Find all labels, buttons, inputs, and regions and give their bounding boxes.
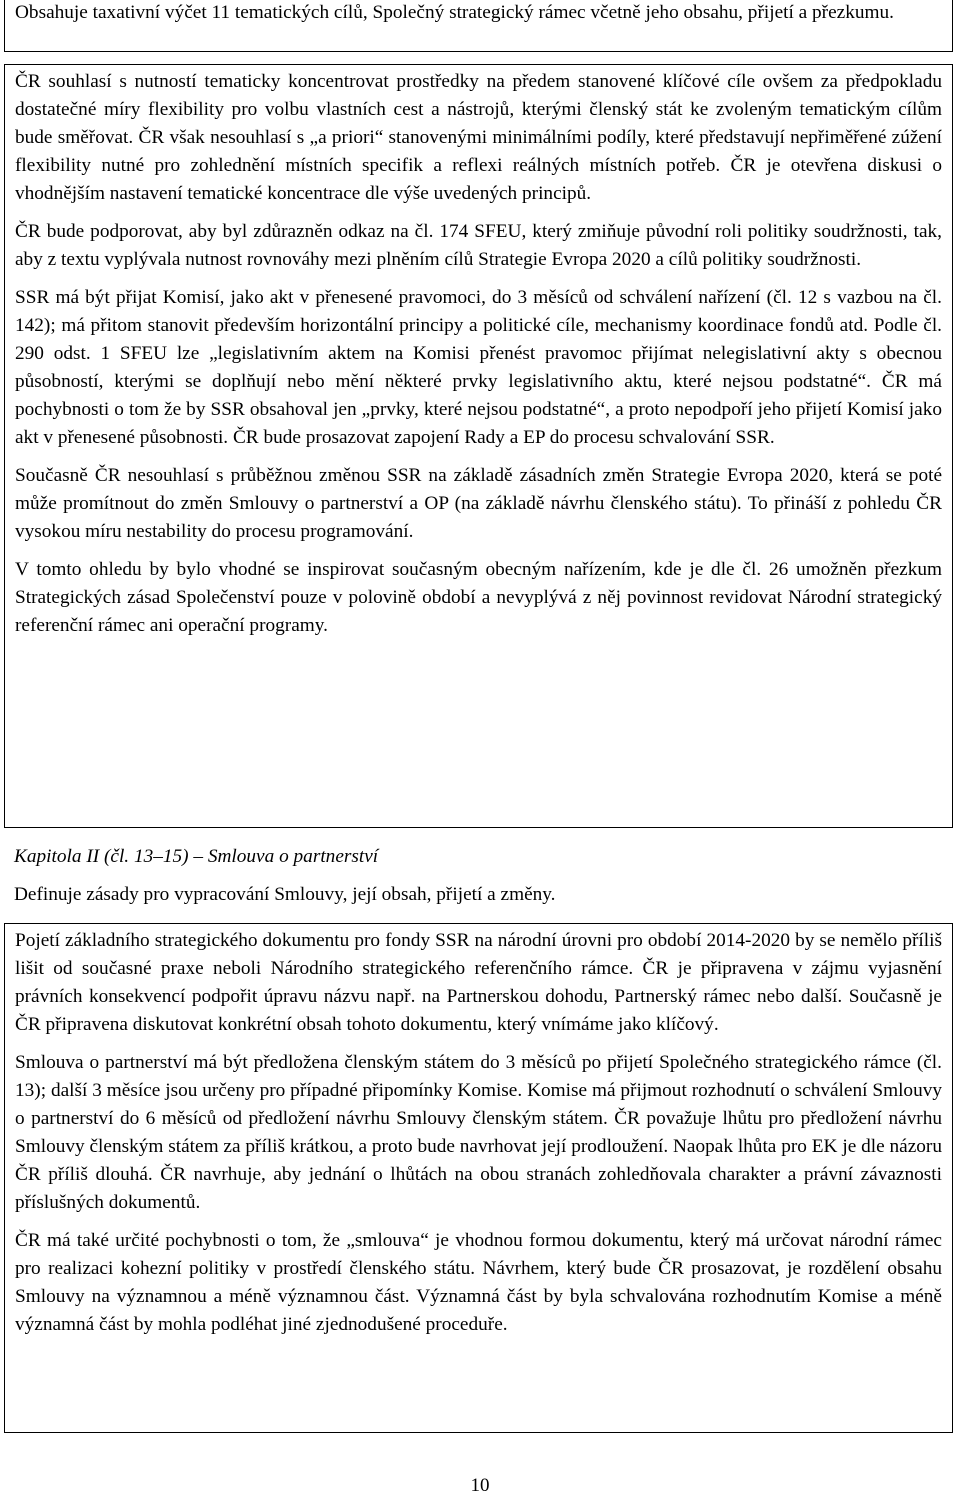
page-number: 10 [470,1475,490,1496]
partnership-paragraph-2: Smlouva o partnerství má být předložena členským státem do 3 měsíců po přijetí Společného strategického rámce (čl. 13); další 3 měsíce jsou určeny pro případné připomínky Komise. Komise má přijmout rozhodnutí o schválení Smlouvy o partnerství do 6 měsíců od předložení návrhu Smlouvy členským státem. ČR považuje lhůtu pro předložení návrhu Smlouvy členským státem za příliš krátkou, a proto bude navrhovat její prodloužení. Naopak lhůta pro EK je dle názoru ČR příliš dlouhá. ČR navrhuje, aby jednání o lhůtách na obou stranách zohledňovala charakter a právní závaznosti příslušných dokumentů. [15,1052,942,1213]
top-box [4,0,953,52]
position-paragraph-1: ČR souhlasí s nutností tematicky koncentrovat prostředky na předem stanovené klíčové cíle ovšem za předpokladu dostatečné míry flexibility pro volbu vlastních cest a nástrojů, kterými členský stát ke zvoleným tematickým cílům bude směřovat. ČR však nesouhlasí s „a priori“ stanovenými minimálními podíly, které představují nepřiměřené zúžení flexibility nutné pro zohlednění místních specifik a reflexi reálných místních potřeb. ČR je otevřena diskusi o vhodnějším nastavení tematické koncentrace dle výše uvedených principů. [15,71,942,204]
partnership-box [4,923,953,1433]
position-box [4,64,953,828]
position-paragraph-4: Současně ČR nesouhlasí s průběžnou změnou SSR na základě zásadních změn Strategie Evropa 2020, která se poté může promítnout do změn Smlouvy o partnerství a OP (na základě návrhu členského státu). To přináší z pohledu ČR vysokou míru nestability do procesu programování. [15,465,942,542]
position-paragraph-2: ČR bude podporovat, aby byl zdůrazněn odkaz na čl. 174 SFEU, který zmiňuje původní roli politiky soudržnosti, tak, aby z textu vyplývala nutnost rovnováhy mezi plněním cílů Strategie Evropa 2020 a cílů politiky soudržnosti. [15,221,942,270]
top-box-paragraph: Obsahuje taxativní výčet 11 tematických cílů, Společný strategický rámec včetně jeho obsahu, přijetí a přezkumu. [15,2,894,23]
chapter-heading: Kapitola II (čl. 13–15) – Smlouva o partnerství [14,846,379,867]
partnership-paragraph-1: Pojetí základního strategického dokumentu pro fondy SSR na národní úrovni pro období 2014-2020 by se nemělo příliš lišit od současné praxe neboli Národního strategického referenčního rámce. ČR je připravena v zájmu vyjasnění právních konsekvencí podpořit úpravu názvu např. na Partnerskou dohodu, Partnerský rámec nebo další. Současně je ČR připravena diskutovat konkrétní obsah tohoto dokumentu, který vnímáme jako klíčový. [15,930,942,1035]
position-paragraph-3: SSR má být přijat Komisí, jako akt v přenesené pravomoci, do 3 měsíců od schválení nařízení (čl. 12 s vazbou na čl. 142); má přitom stanovit především horizontální principy a politické cíle, mechanismy koordinace fondů atd. Podle čl. 290 odst. 1 SFEU lze „legislativním aktem na Komisi přenést pravomoc přijímat nelegislativní akty s obecnou působností, kterými se doplňují nebo mění některé prvky legislativního aktu, které nejsou podstatné“. ČR má pochybnosti o tom že by SSR obsahoval jen „prvky, které nejsou podstatné“, a proto nepodpoří jeho přijetí Komisí jako akt v přenesené působnosti. ČR bude prosazovat zapojení Rady a EP do procesu schvalování SSR. [15,287,942,448]
position-paragraph-5: V tomto ohledu by bylo vhodné se inspirovat současným obecným nařízením, kde je dle čl. 26 umožněn přezkum Strategických zásad Společenství pouze v polovině období a nevyplývá z něj povinnost revidovat Národní strategický referenční rámec ani operační programy. [15,559,942,636]
partnership-paragraph-3: ČR má také určité pochybnosti o tom, že „smlouva“ je vhodnou formou dokumentu, který má určovat národní rámec pro realizaci kohezní politiky v prostředí členského státu. Návrhem, který bude ČR prosazovat, je rozdělení obsahu Smlouvy na významnou a méně významnou část. Významná část by byla schvalována rozhodnutím Komise a méně významná část by mohla podléhat jiné zjednodušené proceduře. [15,1230,942,1335]
chapter-intro: Definuje zásady pro vypracování Smlouvy, její obsah, přijetí a změny. [14,884,556,905]
